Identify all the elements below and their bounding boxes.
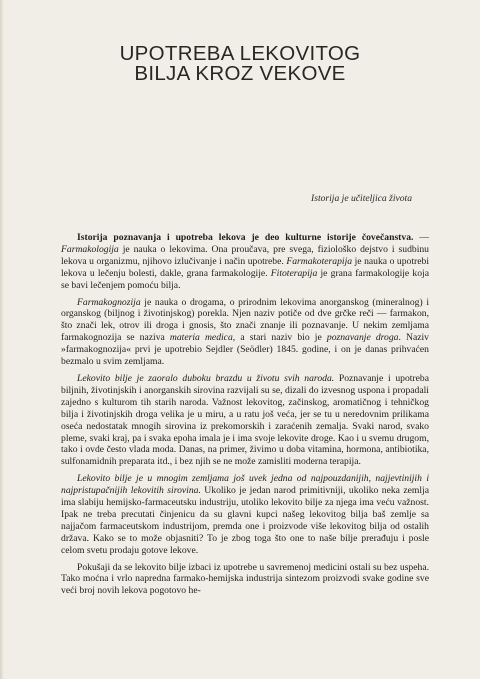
paragraph-1-text: je nauka o lekovima. Ona proučava, pre svega, fiziološko dejstvo i sudbinu lekova u organizmu, njihovo izlučivanje i način upotrebe. [61,243,429,267]
body-text [61,232,429,602]
paragraph-1-text: je nauka o upotrebi lekova u lečenju bolesti, dakle, grana farmakologije. [61,255,429,279]
paragraph-5 [61,562,429,598]
term-poznavanje-droga: poznavanje droga [326,332,399,344]
paragraph-1 [61,232,429,292]
paragraph-2-text: , a stari naziv bio je [232,332,327,344]
paragraph-2-text: . Naziv »farmakognozija« prvi je upotrebio Sejdler (Seödler) 1845. godine, i on je danas prihvaćen bezmalo u svim zemljama. [61,332,429,368]
chapter-title [0,41,480,85]
epigraph: Istorija je učiteljica života [311,193,412,204]
paragraph-4-text: Ukoliko je jedan narod primitivniji, ukoliko neka zemlja ima slabiju hemijsko-farmaceutsku industriju, utoliko lekovito bilje za njega ima veću važnost. Ipak ne treba precutati činjenicu da su glavni kupci našeg lekovitog bilja baš zemlje sa najjačom farmaceutskom industrijom, premda one i proizvode više lekovitog bilja od ostalih država. Kako se to može objasniti? To je zbog toga što one to naše bilje prerađuju i posle celom svetu prodaju gotove lekove. [61,485,429,556]
paragraph-1-text: — [413,232,429,243]
paragraph-3-lead: Lekovito bilje je zaoralo duboku brazdu u životu svih naroda. [77,372,335,384]
paragraph-1-text: je grana farmakologije koja se bavi lečenjem pomoću bilja. [61,267,429,291]
term-farmakologija: Farmakologija [61,243,119,255]
paragraph-4-lead: Lekovito bilje je u mnogim zemljama još uvek jedna od najpouzdanijih, najjevtinijih i najpristupačnijih lekovitih sirovina. [61,473,429,497]
paragraph-1-lead: Istorija poznavanja i upotreba lekova je deo kulturne istorije čovečanstva. [77,232,414,243]
paragraph-4 [61,473,429,556]
term-materia-medica: materia medica [169,332,233,344]
term-fitoterapija: Fitoterapija [270,267,318,279]
page-spine-shadow [0,0,4,679]
chapter-title-line-1: UPOTREBA LEKOVITOG [119,41,361,65]
paragraph-3-text: Poznavanje i upotreba biljnih, životinjskih i anorganskih sirovina razvijali su se, dizali do izvesnog uspona i propadali zajedno s kulturom tih starih naroda. Važnost lekovitog, začinskog, aromatičnog i tehničkog bilja i životinjskih droga velika je u miru, a u ratu još veća, jer se tu u neredovnim prilikama oseća nedostatak mnogih sirovina iz prekomorskih i zaraćenih zemalja. Svaki narod, svako pleme, svaki kraj, pa i svaka epoha imala je i ima svoje lekovite droge. Kao i u svemu drugom, tako i ovde često vlada moda. Danas, na primer, živimo u doba vitamina, hormona, antibiotika, sulfonamidnih preparata itd., i bez njih se ne može zamisliti moderna terapija. [61,372,429,468]
paragraph-2 [61,297,429,368]
paragraph-2-text: je nauka o drogama, o prirodnim lekovima anorganskog (mineralnog) i organskog (biljnog i životinjskog) porekla. Njen naziv potiče od dve grčke reči — farmakon, što znači lek, otrov ili droga i gnosis, što znači znanje ili poznavanje. U nekim zemljama farmakognozija se naziva [61,296,429,344]
term-farmakoterapija: Farmakoterapija [286,255,353,267]
paragraph-5-text: Pokušaji da se lekovito bilje izbaci iz upotrebe u savremenoj medicini ostali su bez uspeha. Tako moćna i vrlo napredna farmako-hemijska industrija sintezom proizvodi svake godine sve veći broj novih lekova pogotovo he- [61,561,429,597]
paragraph-3 [61,373,429,468]
term-farmakognozija: Farmakognozija [77,296,141,308]
chapter-title-line-2: BILJA KROZ VEKOVE [134,61,346,85]
